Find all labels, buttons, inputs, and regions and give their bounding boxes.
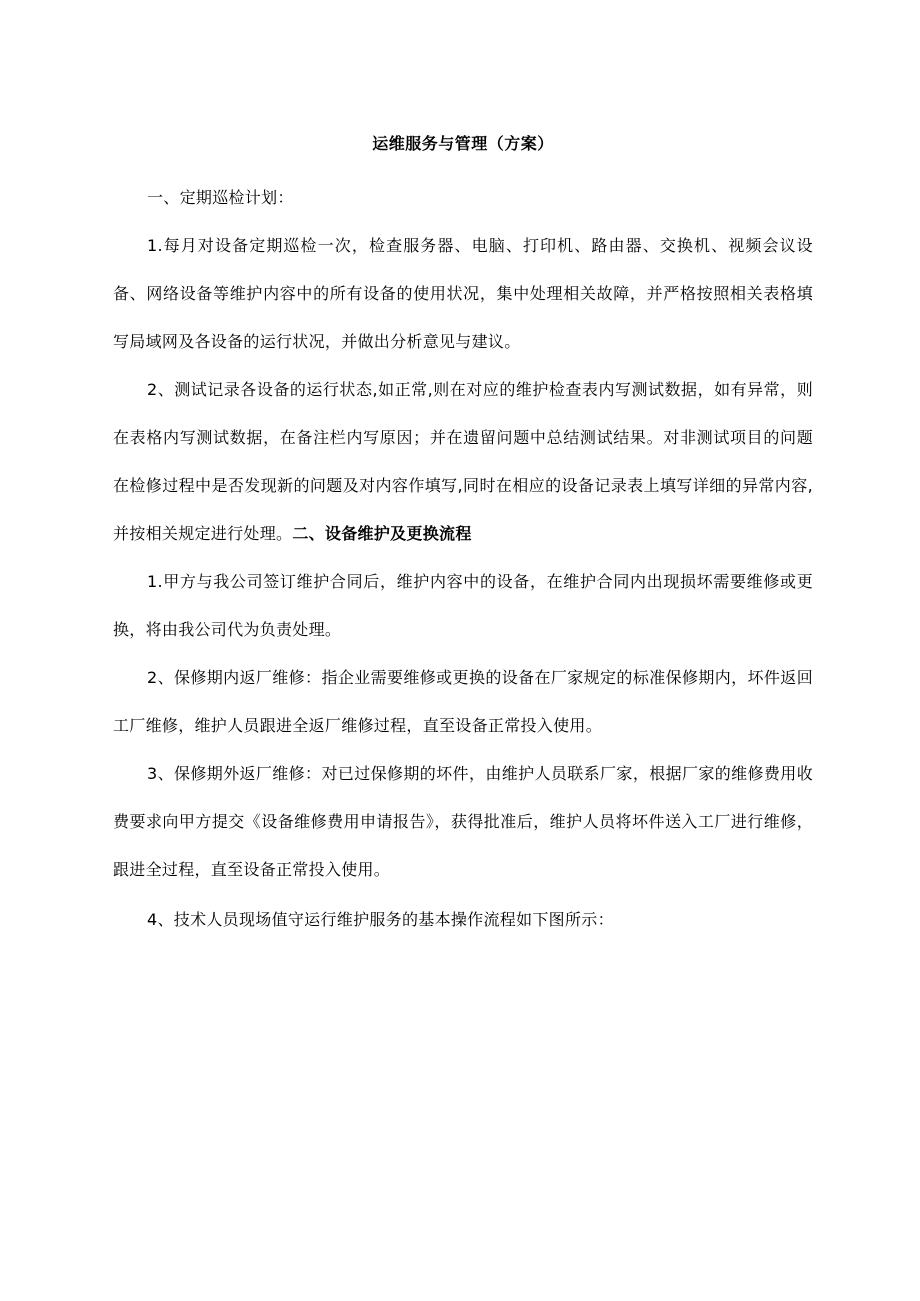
section-heading-maintenance: 二、设备维护及更换流程: [292, 524, 472, 543]
document-body: [113, 128, 813, 944]
paragraph-contract-maintenance: 1.甲方与我公司签订维护合同后，维护内容中的设备，在维护合同内出现损坏需要维修或更换，将由我公司代为负责处理。: [113, 572, 813, 639]
paragraph-monthly-inspection: 1.每月对设备定期巡检一次，检查服务器、电脑、打印机、路由器、交换机、视频会议设备、网络设备等维护内容中的所有设备的使用状况，集中处理相关故障，并严格按照相关表格填写局域网及各设备的运行状况，并做出分析意见与建议。: [113, 236, 813, 351]
paragraph-test-records-text: 2、测试记录各设备的运行状态,如正常,则在对应的维护检查表内写测试数据，如有异常，则在表格内写测试数据，在备注栏内写原因；并在遗留问题中总结测试结果。对非测试项目的问题在检修过程中是否发现新的问题及对内容作填写,同时在相应的设备记录表上填写详细的异常内容,并按相关规定进行处理。: [113, 380, 813, 543]
paragraph-test-records: [113, 366, 813, 558]
paragraph-onsite-service-flow: 4、技术人员现场值守运行维护服务的基本操作流程如下图所示：: [147, 910, 614, 929]
paragraph-out-of-warranty-repair: 3、保修期外返厂维修：对已过保修期的坏件，由维护人员联系厂家，根据厂家的维修费用收费要求向甲方提交《设备维修费用申请报告》，获得批准后，维护人员将坏件送入工厂进行维修，跟进全过程，直至设备正常投入使用。: [113, 764, 813, 879]
paragraph-in-warranty-repair: 2、保修期内返厂维修：指企业需要维修或更换的设备在厂家规定的标准保修期内，坏件返回工厂维修，维护人员跟进全返厂维修过程，直至设备正常投入使用。: [113, 668, 813, 735]
section-heading-inspection: 一、定期巡检计划：: [147, 188, 294, 207]
document-title: 运维服务与管理（方案）: [372, 134, 554, 153]
